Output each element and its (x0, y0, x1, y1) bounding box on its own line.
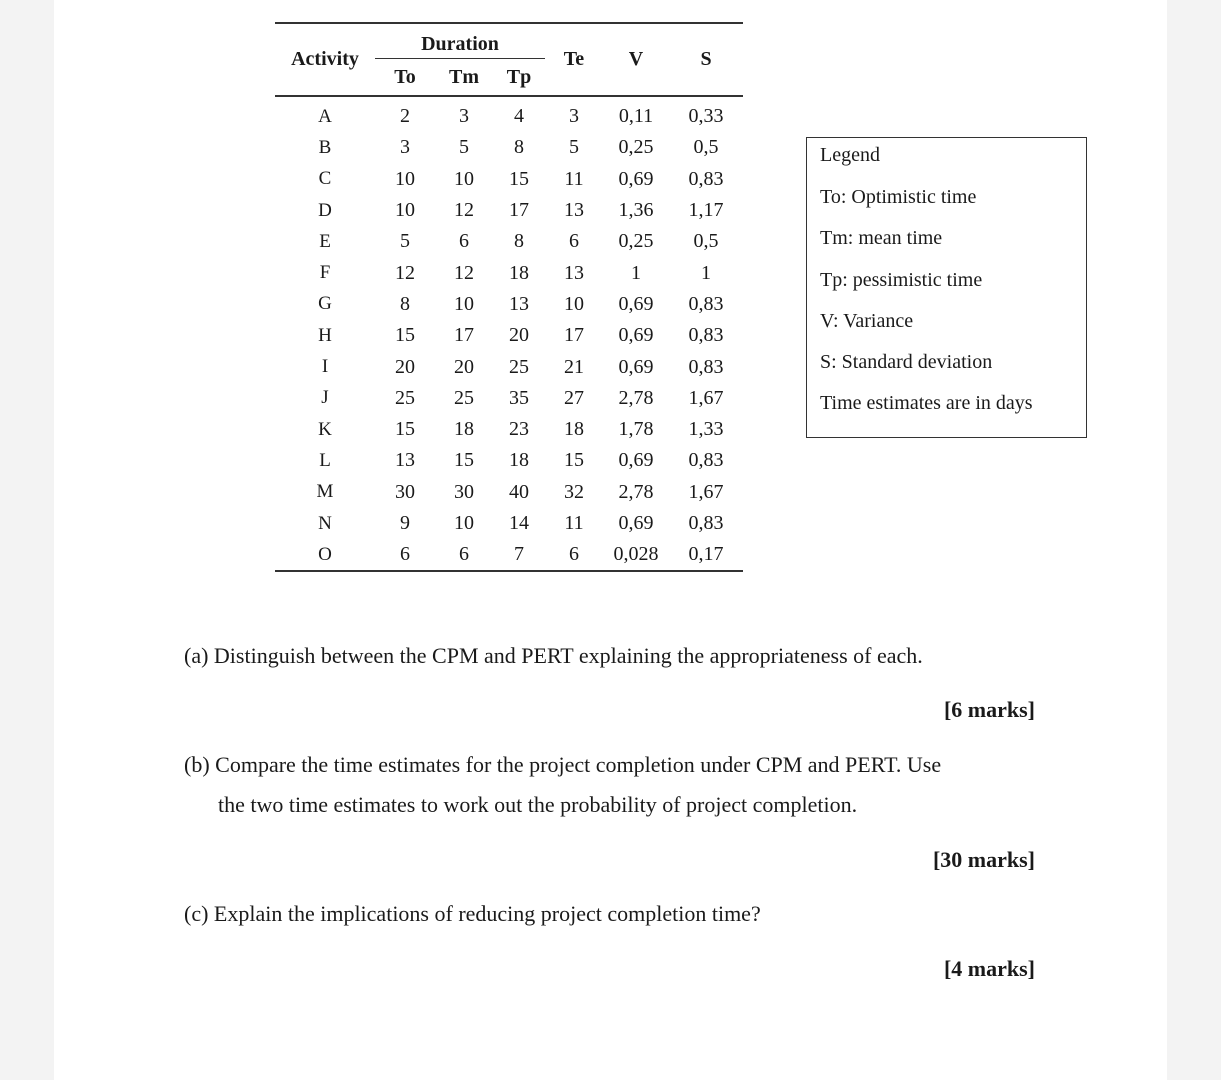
cell-s: 0,83 (688, 167, 724, 190)
table-row (275, 96, 743, 132)
cell-s: 0,33 (688, 105, 724, 128)
legend-box (806, 137, 1087, 438)
table-row (275, 351, 743, 382)
table-row (275, 383, 743, 414)
cell-activity: D (318, 199, 332, 221)
table-row (275, 477, 743, 508)
question-b-line2: the two time estimates to work out the probability of project completion. (218, 792, 858, 817)
cell-tp: 14 (509, 512, 529, 534)
cell-activity: B (318, 136, 332, 158)
cell-v: 1,78 (618, 418, 654, 441)
cell-to: 12 (395, 261, 415, 284)
cell-te: 15 (564, 449, 584, 472)
legend-item-tm: Tm: mean time (820, 227, 943, 249)
legend-item-tp: Tp: pessimistic time (820, 269, 983, 291)
cell-s: 1,67 (688, 386, 724, 409)
header-to: To (394, 65, 416, 88)
cell-to: 3 (400, 136, 410, 159)
cell-activity: G (318, 293, 332, 315)
cell-tm: 10 (454, 512, 474, 534)
cell-to: 9 (400, 512, 410, 534)
cell-tm: 25 (454, 386, 474, 409)
cell-tp: 18 (509, 261, 529, 284)
cell-tp: 18 (509, 449, 529, 472)
cell-te: 10 (564, 292, 584, 315)
cell-tm: 17 (454, 324, 474, 347)
cell-activity: L (319, 449, 331, 471)
header-tp: Tp (506, 65, 532, 88)
cell-to: 13 (395, 449, 415, 472)
question-a-marks: [6 marks] (943, 697, 1035, 722)
cell-to: 8 (400, 292, 410, 315)
cell-te: 21 (564, 355, 584, 378)
table-row (275, 289, 743, 320)
cell-to: 6 (400, 543, 410, 566)
cell-v: 2,78 (618, 386, 654, 409)
cell-activity: F (319, 262, 331, 284)
cell-tm: 10 (454, 167, 474, 190)
cell-te: 32 (564, 480, 584, 503)
activity-time-table (275, 22, 743, 572)
cell-tm: 6 (459, 230, 469, 253)
cell-v: 0,69 (618, 292, 654, 315)
cell-to: 15 (395, 418, 415, 441)
cell-to: 2 (400, 105, 410, 128)
cell-v: 2,78 (618, 480, 654, 503)
cell-v: 0,69 (618, 324, 654, 347)
cell-tm: 3 (459, 105, 469, 128)
cell-s: 0,83 (688, 355, 724, 378)
table-row (275, 226, 743, 257)
cell-activity: E (319, 230, 331, 252)
legend-item-v: V: Variance (820, 310, 914, 332)
cell-v: 0,69 (618, 355, 654, 378)
cell-tp: 15 (509, 167, 529, 190)
cell-v: 0,69 (618, 512, 654, 534)
cell-activity: I (321, 356, 329, 378)
cell-s: 0,83 (688, 449, 724, 472)
cell-tp: 8 (514, 136, 524, 159)
header-activity: Activity (291, 48, 359, 70)
cell-to: 5 (400, 230, 410, 253)
header-te: Te (563, 48, 585, 70)
header-duration: Duration (375, 23, 545, 59)
table-row (275, 132, 743, 163)
cell-tm: 30 (454, 480, 474, 503)
question-c: (c) Explain the implications of reducing project completion time? (184, 901, 761, 926)
cell-activity: N (318, 512, 332, 534)
cell-te: 11 (564, 167, 584, 190)
table-row (275, 414, 743, 445)
cell-to: 30 (395, 480, 415, 503)
cell-tm: 15 (454, 449, 474, 472)
cell-tp: 20 (509, 324, 529, 347)
question-a: (a) Distinguish between the CPM and PERT explaining the appropriateness of each. (184, 643, 923, 668)
cell-activity: H (318, 324, 332, 346)
cell-activity: A (318, 105, 332, 127)
cell-tp: 40 (509, 480, 529, 503)
table-row (275, 539, 743, 571)
cell-to: 10 (395, 199, 415, 222)
table-row (275, 445, 743, 476)
table-row (275, 195, 743, 226)
cell-te: 3 (569, 105, 579, 128)
header-tm: Tm (449, 65, 479, 88)
cell-v: 0,028 (613, 543, 659, 566)
cell-activity: K (318, 418, 332, 440)
cell-tm: 5 (459, 136, 469, 159)
cell-to: 10 (395, 167, 415, 190)
legend-item-units: Time estimates are in days (820, 392, 1033, 414)
table-row (275, 508, 743, 539)
cell-s: 0,5 (693, 136, 719, 159)
cell-te: 6 (569, 543, 579, 566)
cell-s: 0,83 (688, 292, 724, 315)
cell-te: 5 (569, 136, 579, 159)
question-b-line1: (b) Compare the time estimates for the project completion under CPM and PERT. Use (184, 752, 942, 777)
table-row (275, 320, 743, 351)
cell-tm: 20 (454, 355, 474, 378)
legend-item-s: S: Standard deviation (820, 351, 993, 373)
cell-tp: 23 (509, 418, 529, 441)
cell-v: 1,36 (618, 199, 654, 222)
header-s: S (700, 48, 712, 70)
header-v: V (628, 48, 644, 70)
document-page (54, 0, 1167, 1080)
cell-te: 6 (569, 230, 579, 253)
cell-s: 1 (701, 261, 711, 284)
cell-tp: 8 (514, 230, 524, 253)
cell-activity: O (318, 543, 332, 565)
cell-te: 18 (564, 418, 584, 441)
cell-tp: 35 (509, 386, 529, 409)
cell-s: 0,83 (688, 512, 724, 534)
cell-te: 11 (564, 512, 584, 534)
cell-te: 13 (564, 199, 584, 222)
cell-tp: 13 (509, 292, 529, 315)
table-row (275, 257, 743, 288)
legend-item-to: To: Optimistic time (820, 186, 977, 208)
cell-v: 1 (631, 261, 641, 284)
cell-tm: 12 (454, 199, 474, 222)
question-c-marks: [4 marks] (943, 956, 1035, 981)
cell-tm: 12 (454, 261, 474, 284)
cell-to: 20 (395, 355, 415, 378)
cell-s: 0,83 (688, 324, 724, 347)
cell-v: 0,25 (618, 136, 654, 159)
cell-tm: 10 (454, 292, 474, 315)
cell-v: 0,69 (618, 449, 654, 472)
legend-title: Legend (820, 144, 880, 166)
table-row (275, 164, 743, 195)
cell-tp: 4 (514, 105, 524, 128)
cell-tp: 7 (514, 543, 524, 566)
cell-to: 25 (395, 386, 415, 409)
cell-v: 0,69 (618, 167, 654, 190)
cell-tp: 25 (509, 355, 529, 378)
cell-tm: 6 (459, 543, 469, 566)
cell-te: 27 (564, 386, 584, 409)
cell-s: 1,17 (688, 199, 724, 222)
cell-s: 0,17 (688, 543, 724, 566)
cell-s: 1,67 (688, 480, 724, 503)
cell-te: 17 (564, 324, 584, 347)
cell-v: 0,25 (618, 230, 654, 253)
cell-to: 15 (395, 324, 415, 347)
question-b-marks: [30 marks] (932, 847, 1035, 872)
cell-tp: 17 (509, 199, 529, 222)
cell-v: 0,11 (618, 105, 654, 128)
cell-s: 1,33 (688, 418, 724, 441)
cell-te: 13 (564, 261, 584, 284)
cell-activity: M (316, 481, 334, 503)
cell-activity: C (318, 168, 332, 190)
cell-activity: J (321, 387, 329, 409)
cell-s: 0,5 (693, 230, 719, 253)
cell-tm: 18 (454, 418, 474, 441)
